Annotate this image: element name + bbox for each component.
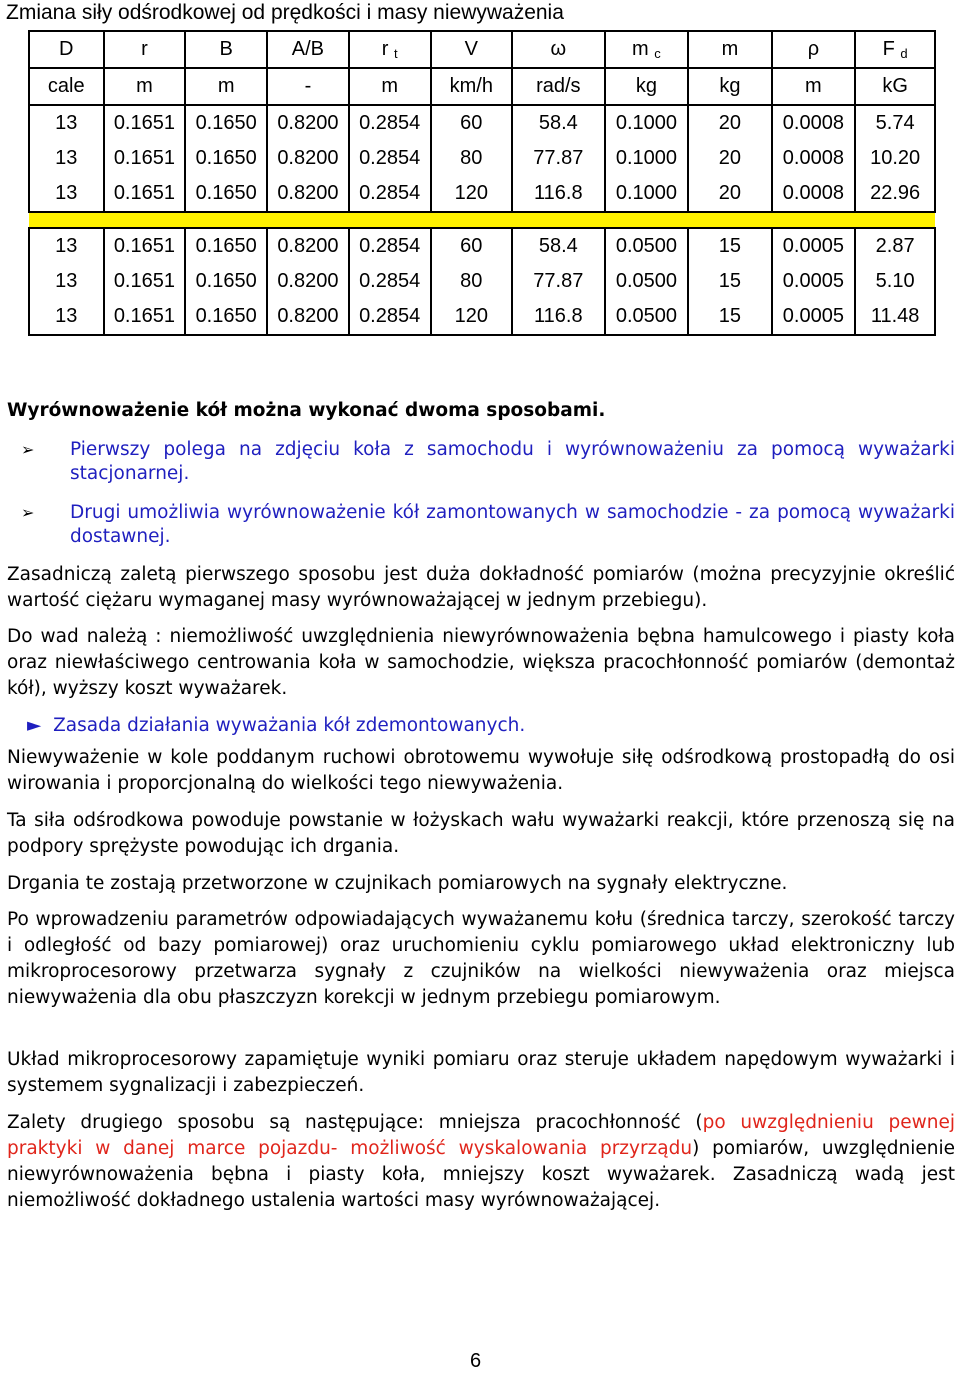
table-units-row — [29, 68, 935, 105]
table-cell: 0.1651 — [104, 176, 186, 212]
header-label: D — [59, 38, 74, 60]
unit-cell: km/h — [431, 68, 513, 105]
table-cell: 0.0500 — [605, 264, 689, 299]
table-cell: 0.1650 — [185, 264, 267, 299]
paragraph: Układ mikroprocesorowy zapamiętuje wyniki pomiaru oraz steruje układem napędowym wyważarki i systemem sygnalizacji i zabezpieczeń. — [7, 1049, 955, 1096]
table-cell: 0.0005 — [772, 228, 856, 264]
table-cell: 0.1650 — [185, 141, 267, 176]
table-cell: 13 — [29, 105, 104, 141]
table-cell: 15 — [688, 264, 771, 299]
unit-cell: kG — [855, 68, 935, 105]
header-cell — [688, 31, 771, 68]
page-title: Zmiana siły odśrodkowej od prędkości i masy niewyważenia — [6, 1, 564, 24]
table-cell: 0.8200 — [267, 141, 349, 176]
unit-cell: cale — [29, 68, 104, 105]
header-label: r — [381, 38, 389, 60]
bullet-item — [7, 501, 955, 549]
table-cell: 0.2854 — [349, 141, 431, 176]
arrowhead-icon: ➢ — [21, 503, 35, 522]
table-separator — [29, 212, 935, 228]
arrowhead-icon: ➢ — [21, 440, 35, 459]
table-cell: 0.2854 — [349, 176, 431, 212]
table-cell: 22.96 — [855, 176, 935, 212]
table-cell: 0.0500 — [605, 228, 689, 264]
table-cell: 77.87 — [512, 141, 604, 176]
table-cell: 20 — [688, 105, 771, 141]
table-cell: 60 — [431, 228, 513, 264]
unit-cell: rad/s — [512, 68, 604, 105]
unit-cell: kg — [688, 68, 771, 105]
section-link-text[interactable]: Zasada działania wyważania kół zdemontowanych. — [53, 715, 526, 736]
table-cell: 0.1651 — [104, 105, 186, 141]
table-cell: 15 — [688, 228, 771, 264]
table-cell: 120 — [431, 299, 513, 335]
header-label: A/B — [291, 38, 325, 60]
table-cell: 120 — [431, 176, 513, 212]
paragraph: Po wprowadzeniu parametrów odpowiadających wyważanemu kołu (średnica tarczy, szerokość tarczy i odległość od bazy pomiarowej) oraz uruchomieniu cyklu pomiarowego układ elektroniczny lub mikroprocesorowy przetwarza sygnały z czujników na wielkości niewyważenia oraz miejsca niewyważenia dla obu płaszczyzn korekcji w jednym przebiegu pomiarowym. — [7, 909, 955, 1008]
table-cell: 13 — [29, 264, 104, 299]
table-cell: 0.0008 — [772, 105, 856, 141]
table-cell: 116.8 — [512, 299, 604, 335]
table-cell: 13 — [29, 141, 104, 176]
header-label: m — [721, 38, 739, 60]
table-cell: 13 — [29, 176, 104, 212]
table-cell: 0.8200 — [267, 176, 349, 212]
unit-cell: - — [267, 68, 349, 105]
table-cell: 0.0500 — [605, 299, 689, 335]
paragraph: Niewyważenie w kole poddanym ruchowi obrotowemu wywołuje siłę odśrodkową prostopadłą do osi wirowania i proporcjonalną do wielkości tego niewyważenia. — [7, 747, 955, 794]
table-cell: 0.1650 — [185, 299, 267, 335]
header-cell — [772, 31, 856, 68]
header-cell — [512, 31, 604, 68]
table-cell: 80 — [431, 141, 513, 176]
header-label: ρ — [807, 38, 820, 60]
table-cell: 0.1651 — [104, 264, 186, 299]
unit-cell: kg — [605, 68, 689, 105]
table-row — [29, 228, 935, 264]
paragraph: Ta siła odśrodkowa powoduje powstanie w łożyskach wału wyważarki reakcji, które przenoszą się na podpory sprężyste powodując ich drgania. — [7, 810, 955, 857]
table-cell: 20 — [688, 176, 771, 212]
table-cell: 0.8200 — [267, 228, 349, 264]
table-cell: 13 — [29, 228, 104, 264]
table-cell: 0.2854 — [349, 228, 431, 264]
table-row — [29, 264, 935, 299]
table-cell: 0.1650 — [185, 228, 267, 264]
header-cell — [267, 31, 349, 68]
paragraph-part: ) pomiarów, uwzględnienie niewyrównoważenia bębna i piasty koła, mniejszy koszt wyważarek. Zasadniczą wadą jest niemożliwość dokładnego ustalenia wartości masy wyrównoważającej. — [7, 1138, 955, 1211]
table-cell: 0.8200 — [267, 105, 349, 141]
paragraph: Zasadniczą zaletą pierwszego sposobu jest duża dokładność pomiarów (można precyzyjnie określić wartość ciężaru wymaganej masy wyrównoważającej w jednym przebiegu). — [7, 564, 955, 611]
table-cell: 0.1000 — [605, 105, 689, 141]
table-cell: 5.10 — [855, 264, 935, 299]
page-number: 6 — [470, 1350, 482, 1372]
table-cell: 80 — [431, 264, 513, 299]
highlighted-text: po uwzględnieniu pewnej praktyki w danej marce pojazdu- możliwość wyskalowania przyrządu — [7, 1112, 955, 1159]
header-cell — [605, 31, 689, 68]
table-cell: 0.2854 — [349, 299, 431, 335]
table-cell: 0.1650 — [185, 176, 267, 212]
table-cell: 0.0008 — [772, 141, 856, 176]
table-cell: 15 — [688, 299, 771, 335]
table-cell: 0.0008 — [772, 176, 856, 212]
table-cell: 58.4 — [512, 228, 604, 264]
highlight-separator — [29, 212, 935, 228]
header-label: m — [632, 38, 649, 60]
table-cell: 0.8200 — [267, 299, 349, 335]
table-cell: 10.20 — [855, 141, 935, 176]
header-subscript: t — [393, 46, 398, 61]
table-cell: 5.74 — [855, 105, 935, 141]
unit-cell: m — [185, 68, 267, 105]
unit-cell: m — [104, 68, 186, 105]
paragraph: Drgania te zostają przetworzone w czujnikach pomiarowych na sygnały elektryczne. — [7, 873, 788, 894]
data-table-wrapper — [28, 30, 938, 336]
bullet-item — [7, 438, 955, 486]
header-label: F — [882, 38, 895, 60]
triangle-right-icon: ► — [27, 715, 42, 736]
table-cell: 0.0005 — [772, 264, 856, 299]
header-label: r — [141, 38, 148, 60]
header-subscript: c — [654, 46, 661, 61]
table-cell: 20 — [688, 141, 771, 176]
header-cell — [185, 31, 267, 68]
data-table — [28, 30, 936, 336]
table-cell: 0.1000 — [605, 176, 689, 212]
paragraph: Do wad należą : niemożliwość uwzględnienia niewyrównoważenia bębna hamulcowego i piasty koła oraz niewłaściwego centrowania koła w samochodzie, większa pracochłonność pomiarów (demontaż kół), wyższy koszt wyważarek. — [7, 626, 955, 699]
table-cell: 0.2854 — [349, 264, 431, 299]
header-cell — [349, 31, 431, 68]
table-cell: 2.87 — [855, 228, 935, 264]
header-label: V — [464, 38, 478, 60]
header-subscript: d — [900, 46, 908, 61]
table-row — [29, 105, 935, 141]
bullet-text: Pierwszy polega na zdjęciu koła z samochodu i wyrównoważeniu za pomocą wyważarki stacjonarnej. — [70, 439, 955, 484]
paragraph — [7, 1110, 955, 1214]
table-cell: 116.8 — [512, 176, 604, 212]
table-cell: 0.1651 — [104, 228, 186, 264]
header-cell — [431, 31, 513, 68]
table-row — [29, 299, 935, 335]
table-row — [29, 176, 935, 212]
header-cell — [855, 31, 935, 68]
unit-cell: m — [349, 68, 431, 105]
table-cell: 0.0005 — [772, 299, 856, 335]
table-header-row — [29, 31, 935, 68]
bullet-text: Drugi umożliwia wyrównoważenie kół zamontowanych w samochodzie - za pomocą wyważarki dostawnej. — [70, 502, 955, 547]
table-cell: 0.1651 — [104, 141, 186, 176]
table-row — [29, 141, 935, 176]
table-cell: 13 — [29, 299, 104, 335]
paragraph-part: Zalety drugiego sposobu są następujące: mniejsza pracochłonność ( — [7, 1112, 703, 1133]
table-cell: 58.4 — [512, 105, 604, 141]
table-cell: 11.48 — [855, 299, 935, 335]
header-label: ω — [550, 38, 567, 60]
header-cell — [104, 31, 186, 68]
section-link[interactable] — [27, 713, 927, 739]
unit-cell: m — [772, 68, 856, 105]
table-cell: 0.1650 — [185, 105, 267, 141]
table-cell: 0.1000 — [605, 141, 689, 176]
table-cell: 0.2854 — [349, 105, 431, 141]
table-cell: 77.87 — [512, 264, 604, 299]
table-cell: 60 — [431, 105, 513, 141]
table-cell: 0.8200 — [267, 264, 349, 299]
header-cell — [29, 31, 104, 68]
section-heading: Wyrównoważenie kół można wykonać dwoma sposobami. — [7, 400, 606, 421]
table-cell: 0.1651 — [104, 299, 186, 335]
header-label: B — [219, 38, 233, 60]
